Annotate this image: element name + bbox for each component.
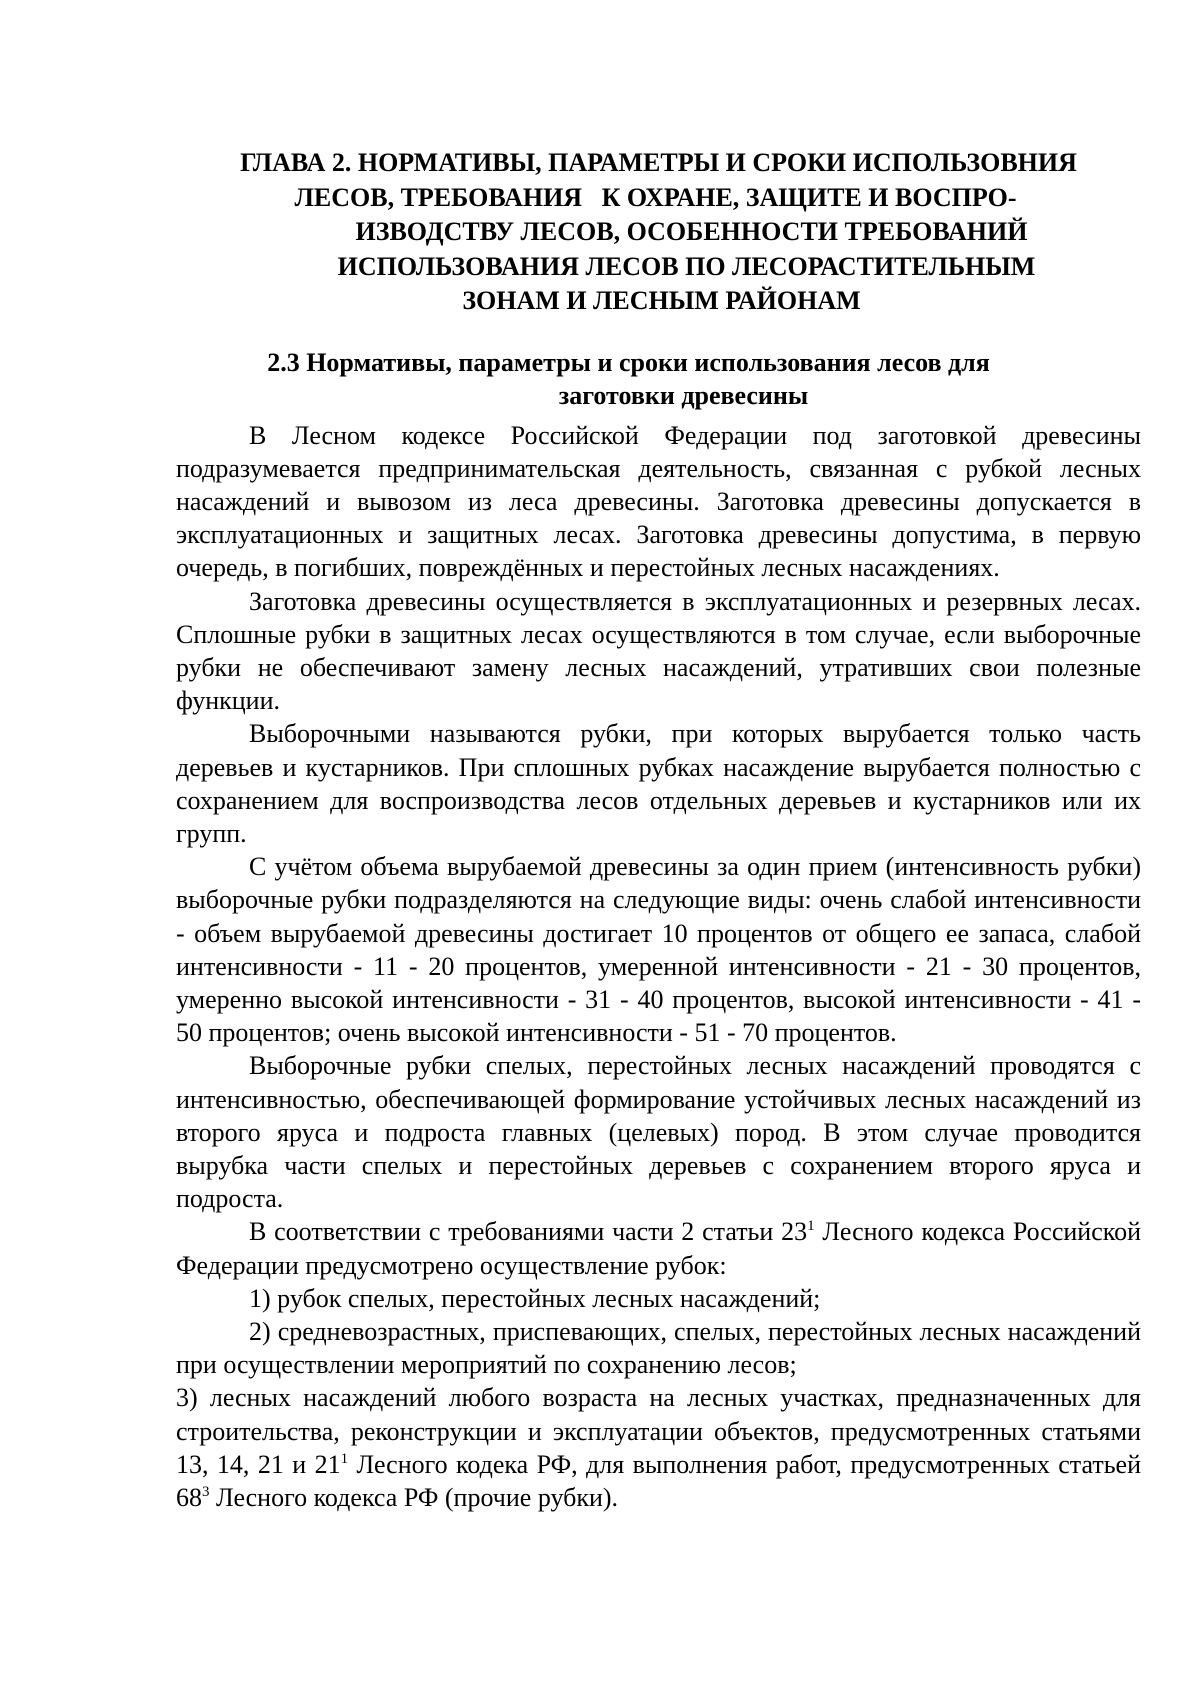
section-title-line: 2.3 Нормативы, параметры и сроки использования лесов для [267, 347, 990, 377]
chapter-title-line: ИЗВОДСТВУ ЛЕСОВ, ОСОБЕННОСТИ ТРЕБОВАНИЙ [355, 217, 1028, 246]
superscript: 3 [202, 1484, 210, 1500]
list-item [176, 1381, 1141, 1514]
body-paragraph: Выборочными называются рубки, при которых вырубается только часть деревьев и кустарников. При сплошных рубках насаждение вырубается полностью с сохранением для воспроизводства лесов отдельных деревьев и кустарников или их групп. [176, 719, 1141, 848]
paragraph-text: Лесного кодекса РФ (прочие рубки). [209, 1483, 619, 1512]
section-title [176, 346, 1141, 412]
chapter-title-line: ИСПОЛЬЗОВАНИЯ ЛЕСОВ ПО ЛЕСОРАСТИТЕЛЬНЫМ [337, 251, 1036, 281]
body-paragraph: Выборочные рубки спелых, перестойных лесных насаждений проводятся с интенсивностью, обеспечивающей формирование устойчивых лесных насаждений из второго яруса и подроста главных (целевых) пород. В этом случае проводится вырубка части спелых и перестойных деревьев с сохранением второго яруса и подроста. [176, 1051, 1141, 1214]
paragraph-text: Лесного кодека РФ, для выполнения работ, предусмотренных статьей 68 [176, 1449, 1142, 1512]
document-page [176, 146, 1141, 1514]
body-paragraph [176, 1215, 1141, 1281]
paragraph-text: Лесного кодекса Российской Федерации предусмотрено осуществление рубок: [176, 1217, 1141, 1280]
list-item: 1) рубок спелых, перестойных лесных насаждений; [249, 1283, 821, 1313]
list-item: 2) средневозрастных, приспевающих, спелых, перестойных лесных насаждений при осуществлении мероприятий по сохранению лесов; [176, 1316, 1141, 1380]
body-paragraph: Заготовка древесины осуществляется в эксплуатационных и резервных лесах. Сплошные рубки в защитных лесах осуществляются в том случае, если выборочные рубки не обеспечивают замену лесных насаждений, утративших свои полезные функции. [176, 586, 1141, 716]
body-paragraph: В Лесном кодексе Российской Федерации под заготовкой древесины подразумевается предпринимательская деятельность, связанная с рубкой лесных насаждений и вывозом из леса древесины. Заготовка древесины допускается в эксплуатационных и защитных лесах. Заготовка древесины допустима, в первую очередь, в погибших, повреждённых и перестойных лесных насаждениях. [176, 420, 1141, 583]
superscript: 1 [340, 1450, 349, 1467]
body-paragraph: С учётом объема вырубаемой древесины за один прием (интенсивность рубки) выборочные рубки подразделяются на следующие виды: очень слабой интенсивности - объем вырубаемой древесины достигает 10 процентов от общего ее запаса, слабой интенсивности - 11 - 20 процентов, умеренной интенсивности - 21 - 30 процентов, умеренно высокой интенсивности - 31 - 40 процентов, высокой интенсивности - 41 - 50 процентов; очень высокой интенсивности - 51 - 70 процентов. [176, 852, 1141, 1048]
chapter-title-line: ЛЕСОВ, ТРЕБОВАНИЯ К ОХРАНЕ, ЗАЩИТЕ И ВОСПРО- [294, 182, 1017, 212]
chapter-title-line: ЗОНАМ И ЛЕСНЫМ РАЙОНАМ [462, 286, 861, 315]
paragraph-text: 3) лесных насаждений любого возраста на лесных участках, предназначенных для строительства, реконструкции и эксплуатации объектов, предусмотренных статьями 13, 14, 21 и 21 [176, 1383, 1141, 1479]
chapter-title [176, 146, 1141, 319]
chapter-title-line: ГЛАВА 2. НОРМАТИВЫ, ПАРАМЕТРЫ И СРОКИ ИСПОЛЬЗОВНИЯ [240, 148, 1077, 177]
section-title-line: заготовки древесины [558, 380, 809, 410]
superscript: 1 [807, 1218, 815, 1235]
paragraph-text: В соответствии с требованиями части 2 статьи 23 [249, 1217, 808, 1247]
